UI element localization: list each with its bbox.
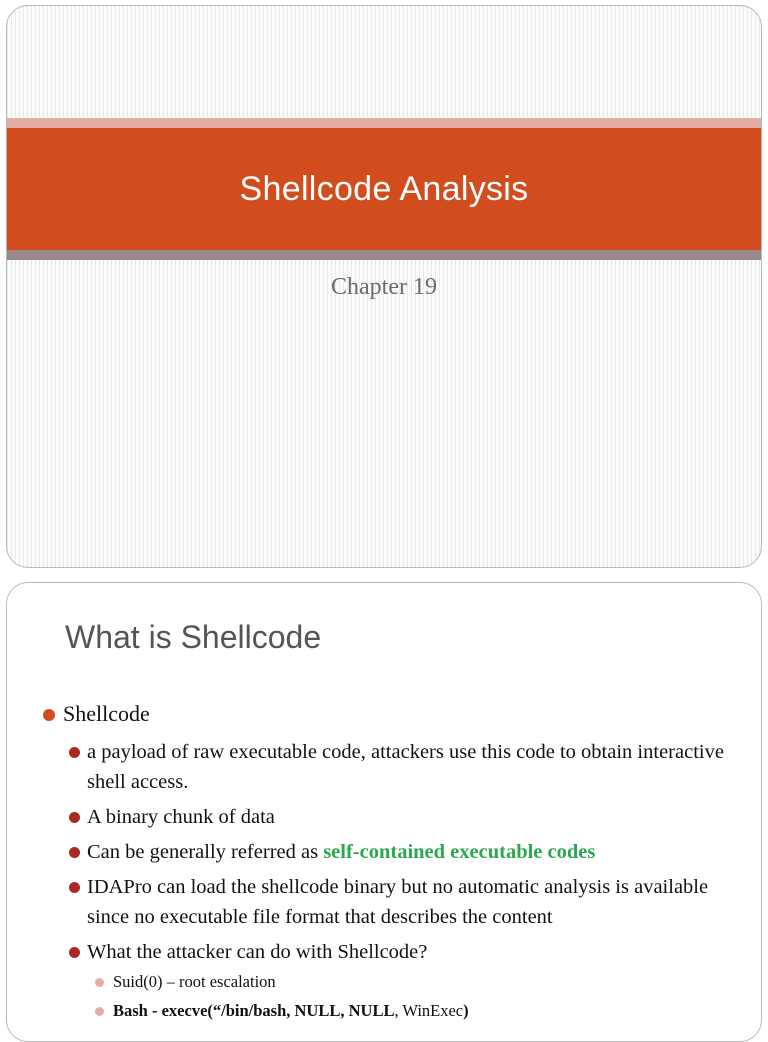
slide-title — [6, 5, 762, 568]
bullet-level3 — [95, 972, 731, 992]
bullet-dot-icon — [69, 747, 80, 758]
bullet-dot-icon — [69, 882, 80, 893]
bullet-dot-icon — [95, 978, 104, 987]
bullet-level2 — [69, 937, 731, 967]
bullet-text: What the attacker can do with Shellcode? — [87, 941, 428, 963]
bullet-text: A binary chunk of data — [87, 806, 275, 828]
slide-title-text: Shellcode Analysis — [239, 169, 529, 208]
bullet-dot-icon — [95, 1007, 104, 1016]
bullet-text: , WinExec — [394, 1001, 464, 1020]
highlighted-term: self-contained executable codes — [323, 841, 596, 863]
bullet-level2 — [69, 802, 731, 832]
bullet-list — [43, 701, 731, 1030]
bullet-text: Suid(0) – root escalation — [113, 972, 276, 991]
accent-stripe-bottom — [7, 250, 761, 260]
bullet-dot-icon — [43, 709, 55, 721]
slide-content — [6, 582, 762, 1042]
title-band — [7, 128, 761, 250]
bullet-text: a payload of raw executable code, attackers use this code to obtain interactive shell access. — [87, 741, 724, 793]
bullet-level2 — [69, 837, 731, 867]
bullet-level1 — [43, 701, 731, 727]
content-slide-title: What is Shellcode — [65, 619, 322, 655]
bullet-text: Can be generally referred as — [87, 841, 324, 863]
bullet-level2 — [69, 872, 731, 932]
accent-stripe-top — [7, 118, 761, 128]
bullet-dot-icon — [69, 812, 80, 823]
bullet-dot-icon — [69, 947, 80, 958]
bullet-dot-icon — [69, 847, 80, 858]
bullet-text: IDAPro can load the shellcode binary but no automatic analysis is available since no executable file format that describes the content — [87, 876, 709, 928]
bullet-text-bold: Bash - execve(“/bin/bash, NULL, NULL — [113, 1001, 395, 1020]
bullet-text: Shellcode — [63, 701, 150, 726]
bullet-level2 — [69, 737, 731, 797]
bullet-level3 — [95, 1001, 731, 1021]
bullet-text-bold-close: ) — [463, 1001, 469, 1020]
slide-subtitle: Chapter 19 — [331, 274, 437, 300]
